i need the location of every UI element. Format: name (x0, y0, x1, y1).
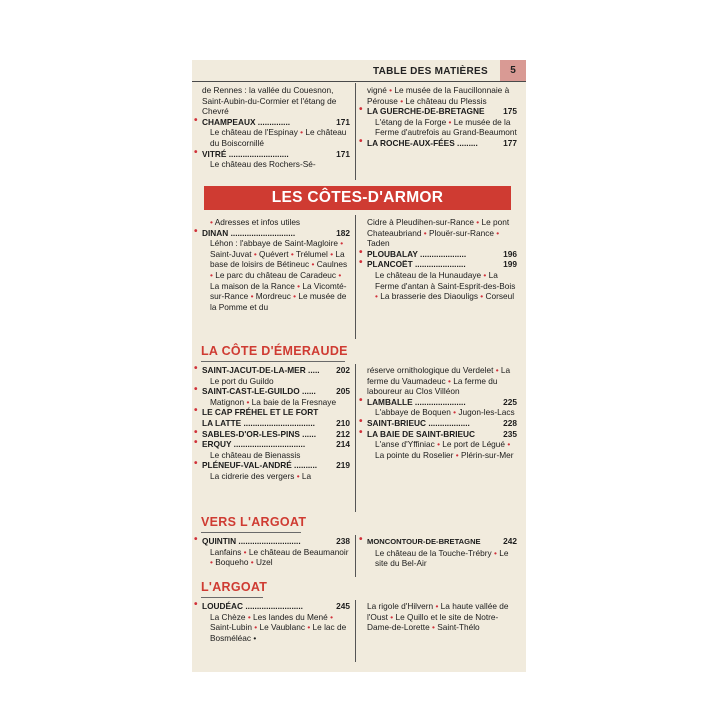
bullet-icon: • (453, 449, 461, 460)
bullet-icon: • (359, 415, 363, 427)
bullet-icon: • (505, 439, 511, 450)
entry-sub: Le château des Rochers-Sé- (210, 159, 316, 170)
section-banner-cotes-darmor: LES CÔTES-D'ARMOR (204, 186, 511, 210)
entry-sub: Matignon • La baie de la Fresnaye (210, 396, 337, 407)
toc-entry-roche-aux-fees[interactable]: • LA ROCHE-AUX-FÉES ......... 177 (359, 135, 517, 148)
entry-page: 212 (336, 428, 350, 439)
bullet-icon: • (194, 384, 198, 396)
entry-page: 225 (503, 396, 517, 407)
entry-sub: L'abbaye de Boquen • Jugon-les-Lacs (375, 407, 515, 418)
entry-name: LA LATTE (202, 417, 242, 428)
bullet-icon: • (194, 599, 198, 610)
column-divider (355, 83, 356, 180)
toc-entry-cap-frehel[interactable] (194, 405, 350, 418)
bullet-icon: • (194, 458, 198, 470)
entry-sub: Le château de Bienassis (210, 449, 301, 460)
entry-page: 199 (503, 259, 517, 270)
bullet-icon: • (434, 439, 443, 450)
bullet-icon: • (433, 601, 441, 611)
entry-name: MONCONTOUR-DE-BRETAGNE (367, 537, 481, 546)
toc-entry-champeaux[interactable]: • CHAMPEAUX .............. 171 (194, 114, 350, 127)
toc-entry-quintin[interactable]: • QUINTIN ........................... 238 (194, 534, 350, 546)
entry-sub: Lanfains • Le château de Beaumanoir • Boqueho • Uzel (210, 546, 349, 568)
toc-entry-cap-frehel-cont[interactable]: LA LATTE ............................... 210 (202, 417, 350, 428)
emeraude-left-column (194, 363, 350, 482)
column-divider (355, 535, 356, 577)
entry-name: PLOUBALAY (367, 248, 418, 259)
entry-page: 202 (336, 365, 350, 375)
toc-entry-saint-cast[interactable]: • SAINT-CAST-LE-GUILDO ...... 205 (194, 384, 350, 397)
entry-name: LA GUERCHE-DE-BRETAGNE (367, 106, 485, 117)
entry-page: 228 (503, 417, 517, 428)
toc-entry-saint-jacut[interactable]: • SAINT-JACUT-DE-LA-MER ..... 202 (194, 363, 350, 375)
bullet-icon: • (387, 611, 396, 622)
bullet-icon: • (290, 291, 299, 302)
bullet-icon: • (386, 85, 395, 95)
bullet-icon: • (194, 426, 198, 438)
entry-page: 214 (336, 439, 350, 450)
entry-name: LA BAIE DE SAINT-BRIEUC (367, 428, 476, 439)
cotes-right-column (359, 217, 517, 302)
toc-entry-saint-brieuc[interactable]: • SAINT-BRIEUC .................. 228 (359, 415, 517, 428)
entry-sub: L'anse d'Yffiniac • Le port de Légué • La pointe du Roselier • Plérin-sur-Mer (375, 439, 514, 460)
bullet-icon: • (294, 280, 303, 291)
entry-page: 175 (503, 106, 517, 117)
bullet-icon: • (305, 622, 313, 633)
bullet-icon: • (429, 622, 438, 633)
entry-page: 205 (336, 386, 350, 397)
bullet-icon: • (397, 95, 406, 106)
entry-name: CHAMPEAUX (202, 116, 256, 127)
column-divider (355, 364, 356, 512)
section-rule (201, 532, 301, 533)
toc-entry-lamballe[interactable]: • LAMBALLE ...................... 225 (359, 394, 517, 407)
entry-sub: Le château de l'Espinay • Le château du Boiscornillé (210, 127, 347, 148)
bullet-icon: • (478, 291, 486, 302)
section-rule (201, 361, 345, 362)
bullet-icon: • (491, 547, 500, 558)
toc-entry-vitre[interactable]: • VITRÉ .......................... 171 (194, 146, 350, 159)
bullet-icon: • (450, 407, 459, 418)
toc-entry-dinan[interactable]: • DINAN ............................ 182 (194, 225, 350, 238)
entry-name: LE CAP FRÉHEL ET LE FORT (202, 407, 319, 418)
bullet-icon: • (359, 257, 363, 269)
intro-text: de Rennes : la vallée du Couesnon, Saint-Aubin-du-Cormier et l'étang de Chevré (202, 85, 337, 117)
entry-page: 177 (503, 137, 517, 148)
bullet-icon: • (359, 135, 363, 147)
bullet-icon: • (493, 227, 500, 238)
bullet-icon: • (194, 225, 198, 237)
bullet-icon: • (248, 557, 256, 568)
entry-page: 182 (336, 227, 350, 238)
entry-name: QUINTIN (202, 536, 237, 546)
entry-page: 235 (503, 428, 517, 439)
entry-name: LAMBALLE (367, 396, 413, 407)
section-title-argoat: L'ARGOAT (201, 580, 268, 594)
bullet-icon: • (194, 405, 198, 417)
entry-page: 196 (503, 248, 517, 259)
vers-argoat-right-column (359, 534, 517, 569)
entry-sub: Le port du Guildo (210, 375, 274, 386)
toc-entry-erquy[interactable]: • ERQUY ............................... 214 (194, 437, 350, 450)
bullet-icon: • (445, 375, 454, 386)
bullet-icon: • (288, 248, 296, 259)
bullet-icon: • (210, 557, 216, 568)
entry-page: 245 (336, 601, 350, 611)
bullet-icon: • (359, 394, 363, 406)
top-right-column (359, 85, 517, 149)
entry-name: SAINT-JACUT-DE-LA-MER (202, 365, 306, 375)
toc-entry-ploubalay[interactable]: • PLOUBALAY .................... 196 (359, 246, 517, 259)
toc-entry-baie-saint-brieuc[interactable] (359, 426, 517, 440)
bullet-icon: • (248, 291, 256, 302)
intro-text: Cidre à Pleudihen-sur-Rance • Le pont Chateaubriand • Plouër-sur-Rance • Taden (367, 217, 510, 249)
bullet-icon: • (327, 248, 336, 259)
entry-name: SABLES-D'OR-LES-PINS (202, 428, 300, 439)
bullet-icon: • (297, 127, 306, 138)
bullet-icon: • (359, 426, 363, 438)
section-title-vers-argoat: VERS L'ARGOAT (201, 515, 307, 529)
intro-text: La rigole d'Hilvern • La haute vallée de l'Oust • Le Quillo et le site de Notre-Dame-de-Lorette • Saint-Thélo (367, 601, 509, 633)
bullet-icon: • (474, 217, 482, 227)
entry-page: 219 (336, 460, 350, 471)
argoat-right-column (367, 601, 517, 633)
bullet-icon: • (359, 246, 363, 258)
entry-page: 171 (336, 116, 350, 127)
book-page (192, 60, 526, 672)
entry-name: DINAN (202, 227, 229, 238)
entry-sub: Léhon : l'abbaye de Saint-Magloire • Saint-Juvat • Quévert • Trélumel • La base de loisirs de Bétineuc • Caulnes • Le parc du château de Caradeuc • La maison de la Rance • La Vicomté-sur-Rance • Mordreuc • Le musée de la Pomme et du (210, 238, 348, 312)
entry-sub: L'étang de la Forge • Le musée de la Ferme d'autrefois au Grand-Beaumont (375, 116, 517, 138)
toc-entry-moncontour[interactable] (359, 534, 517, 548)
bullet-icon: • (194, 437, 198, 449)
bullet-icon: • (359, 534, 363, 545)
column-divider (355, 600, 356, 662)
bullet-icon: • (210, 269, 216, 280)
bullet-icon: • (493, 365, 501, 375)
bullet-icon: • (251, 248, 260, 259)
bullet-icon: • (336, 269, 342, 280)
bullet-icon: • (359, 104, 363, 116)
bullet-icon: • (327, 611, 333, 622)
entry-page: 242 (503, 536, 517, 546)
top-left-column (194, 85, 350, 170)
entry-sub (202, 217, 350, 228)
bullet-icon: • (446, 116, 454, 127)
bullet-icon: • (244, 396, 252, 407)
bullet-icon: • (375, 291, 381, 302)
header-rule (192, 81, 526, 82)
column-divider (355, 215, 356, 339)
entry-name: LA ROCHE-AUX-FÉES (367, 137, 455, 148)
bullet-icon: • (337, 238, 344, 249)
intro-text: vigné • Le musée de la Faucillonnaie à Pérouse • Le château du Plessis (367, 85, 510, 106)
vers-argoat-left-column (194, 534, 350, 568)
entry-name: ERQUY (202, 439, 232, 450)
bullet-icon: • (421, 227, 429, 238)
page-header (192, 60, 526, 82)
bullet-icon: • (241, 546, 249, 557)
toc-entry-plancoet[interactable]: • PLANCOËT ...................... 199 (359, 257, 517, 270)
adresses-text: Adresses et infos utiles (214, 217, 301, 227)
toc-entry-pleneuf[interactable]: • PLÉNEUF-VAL-ANDRÉ .......... 219 (194, 458, 350, 471)
entry-name: PLANCOËT (367, 259, 413, 270)
bullet-icon: • (194, 534, 198, 545)
entry-page: 171 (336, 148, 350, 159)
page-number-tab: 5 (500, 60, 526, 82)
header-title: TABLE DES MATIÈRES (372, 66, 488, 77)
entry-name: LOUDÉAC (202, 601, 244, 611)
toc-entry-sables-dor[interactable]: • SABLES-D'OR-LES-PINS ...... 212 (194, 426, 350, 439)
entry-page: 210 (336, 417, 350, 428)
entry-name: SAINT-CAST-LE-GUILDO (202, 386, 300, 397)
emeraude-right-column (359, 365, 517, 460)
entry-sub: Le château de la Hunaudaye • La Ferme d'antan à Saint-Esprit-des-Bois • La brasserie des Diaouligs • Corseul (375, 269, 516, 302)
intro-text: réserve ornithologique du Verdelet • La ferme du Vaumadeuc • La ferme du laboureur au Clos Villéon (367, 365, 511, 397)
bullet-icon: • (294, 470, 302, 481)
section-title-emeraude: LA CÔTE D'ÉMERAUDE (201, 344, 348, 358)
bullet-icon: • (194, 146, 198, 158)
section-rule (201, 597, 263, 598)
toc-entry-loudeac[interactable]: • LOUDÉAC ......................... 245 (194, 599, 350, 611)
bullet-icon: • (194, 114, 198, 126)
entry-name: VITRÉ (202, 148, 227, 159)
entry-sub: La Chèze • Les landes du Mené • Saint-Lubin • Le Vaublanc • Le lac de Bosméléac • (210, 611, 347, 643)
argoat-left-column (194, 599, 350, 643)
bullet-icon: • (309, 259, 317, 270)
bullet-icon: • (251, 622, 260, 633)
entry-name: SAINT-BRIEUC (367, 417, 427, 428)
entry-page: 238 (336, 536, 350, 546)
bullet-icon: • (481, 269, 489, 280)
bullet-icon: • (194, 363, 198, 374)
entry-sub: Le château de la Touche-Trébry • Le site du Bel-Air (375, 547, 509, 569)
bullet-icon: • (245, 611, 254, 622)
toc-entry-guerche[interactable] (359, 104, 517, 117)
bullet-icon: • (210, 217, 215, 227)
cotes-left-column (194, 217, 350, 312)
entry-name: PLÉNEUF-VAL-ANDRÉ (202, 460, 292, 471)
entry-sub: La cidrerie des vergers • La (210, 470, 312, 481)
